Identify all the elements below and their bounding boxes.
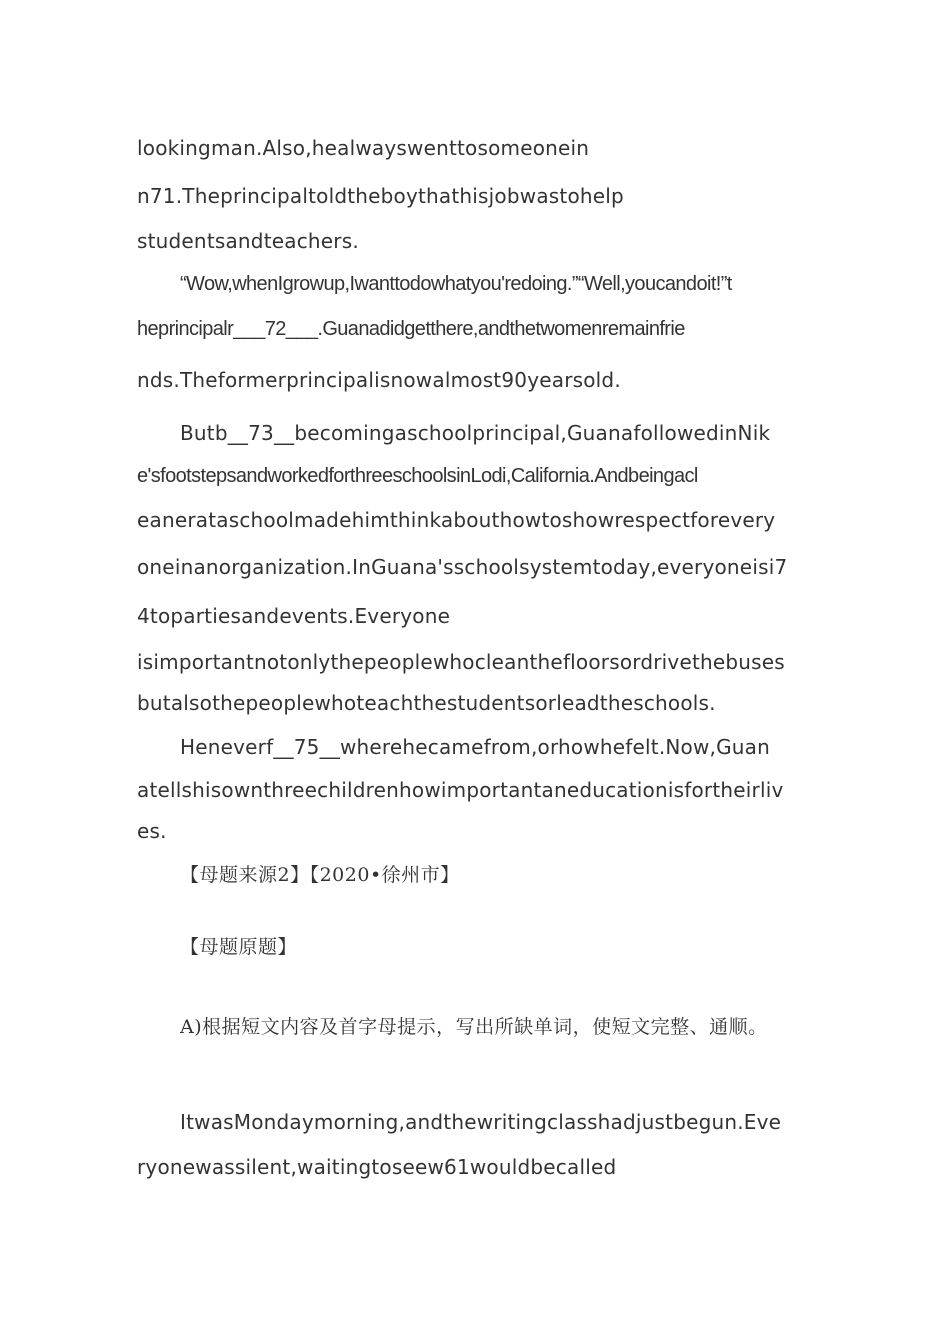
text-line: butalsothepeoplewhoteachthestudentsorleadtheschools.	[137, 691, 716, 715]
text-line: Heneverf__75__wherehecamefrom,orhowhefelt.Now,Guan	[180, 735, 770, 759]
text-line: nds.Theformerprincipalisnowalmost90yearsold.	[137, 368, 621, 392]
source-heading: 【母题来源2】【2020•徐州市】	[180, 864, 460, 886]
section-heading: 【母题原题】	[180, 936, 298, 958]
text-line: ryonewassilent,waitingtoseew61wouldbecalled	[137, 1155, 617, 1179]
text-line: ItwasMondaymorning,andthewritingclasshadjustbegun.Eve	[180, 1110, 782, 1134]
text-line: e'sfootstepsandworkedforthreeschoolsinLodi,California.Andbeingacl	[137, 465, 698, 487]
text-line: oneinanorganization.InGuana'sschoolsystemtoday,everyoneisi7	[137, 555, 788, 579]
text-line: heprincipalr___72___.Guanadidgetthere,andthetwomenremainfrie	[137, 318, 685, 340]
text-line: lookingman.Also,healwayswenttosomeonein	[137, 136, 590, 160]
text-line: es.	[137, 819, 167, 843]
text-line: eanerataschoolmadehimthinkabouthowtoshowrespectforevery	[137, 508, 776, 532]
text-line: “Wow,whenIgrowup,Iwanttodowhatyou'redoing.”“Well,youcandoit!”t	[180, 273, 732, 295]
text-line: isimportantnotonlythepeoplewhocleanthefloorsordrivethebuses	[137, 650, 785, 674]
instruction-text: A)根据短文内容及首字母提示，写出所缺单词，使短文完整、通顺。	[180, 1016, 768, 1038]
text-line: studentsandteachers.	[137, 229, 359, 253]
text-line: n71.Theprincipaltoldtheboythathisjobwastohelp	[137, 184, 624, 208]
text-line: atellshisownthreechildrenhowimportantaneducationisfortheirliv	[137, 778, 784, 802]
text-line: 4topartiesandevents.Everyone	[137, 604, 451, 628]
text-line: Butb__73__becomingaschoolprincipal,GuanafollowedinNik	[180, 421, 771, 445]
